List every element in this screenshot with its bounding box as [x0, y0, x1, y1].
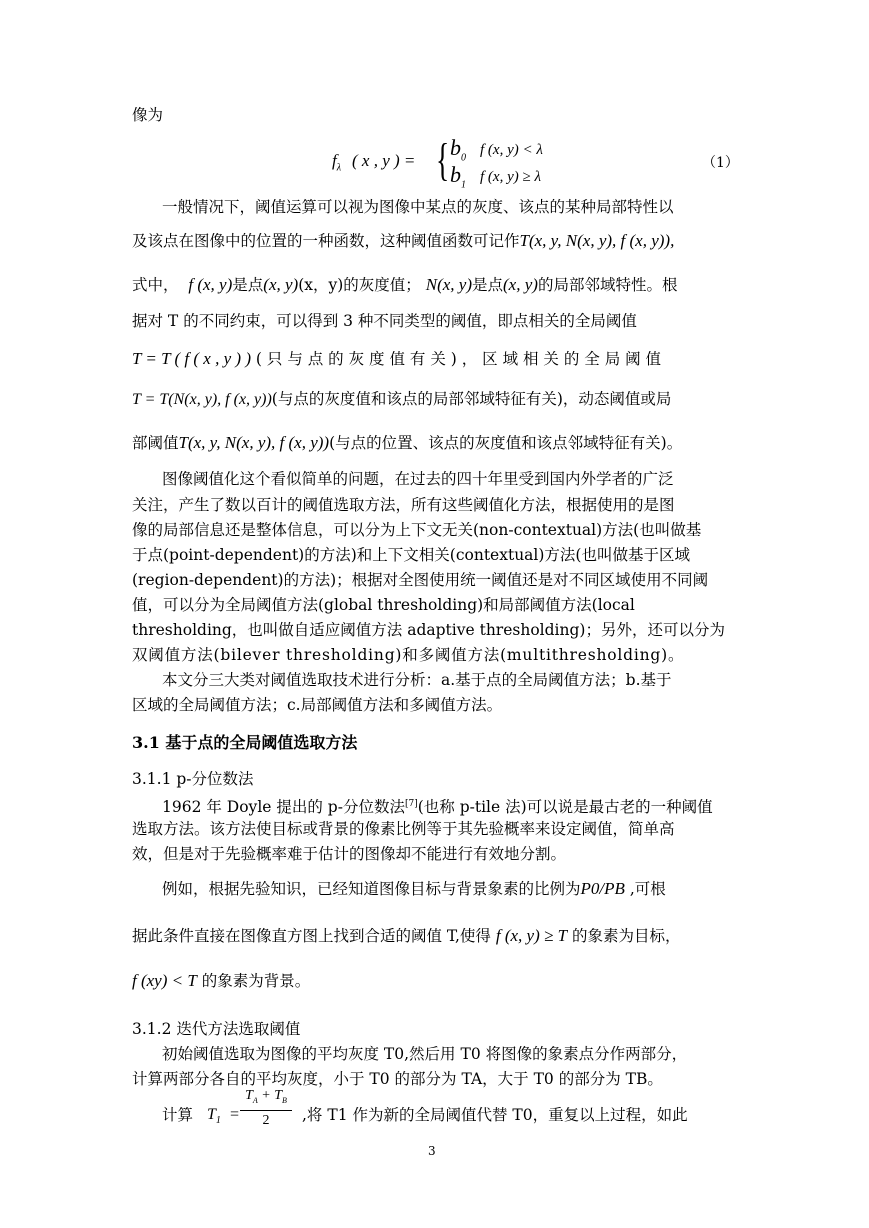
- fraction-numerator: $T_A + T_B$: [240, 1088, 292, 1111]
- text-line: 计算: [162, 1106, 194, 1124]
- text-line: 本文分三大类对阈值选取技术进行分析：a.基于点的全局阈值方法；b.基于: [162, 671, 672, 689]
- text-line: ,将 T1 作为新的全局阈值代替 T0，重复以上过程，如此: [302, 1106, 688, 1124]
- text-line: 例如，根据先验知识，已经知道图像目标与背景象素的比例为P0/PB ,可根: [162, 879, 666, 898]
- text-line: 1962 年 Doyle 提出的 p-分位数法[7](也称 p-tile 法)可以说是最古老的一种阈值: [162, 798, 713, 816]
- text-line: T = T ( f ( x , y ) ) ( 只 与 点 的 灰 度 值 有 关 ) ， 区 域 相 关 的 全 局 阈 值: [132, 349, 662, 368]
- text-line: T = T(N(x, y), f (x, y))(与点的灰度值和该点的局部邻域特征有关)，动态阈值或局: [132, 390, 672, 408]
- text-line: 式中， f (x, y)是点(x, y)(x，y)的灰度值； N(x, y)是点(x, y)的局部邻域特性。根: [132, 275, 678, 294]
- equation-number: （1）: [702, 155, 739, 171]
- fraction-denominator: 2: [262, 1112, 270, 1128]
- text-line: 值，可以分为全局阈值方法(global thresholding)和局部阈值方法(local: [132, 596, 635, 614]
- text-line: (region-dependent)的方法)；根据对全图使用统一阈值还是对不同区域使用不同阈: [132, 571, 709, 589]
- text-line: 效，但是对于先验概率难于估计的图像却不能进行有效地分割。: [132, 845, 567, 863]
- text-line: 像的局部信息还是整体信息，可以分为上下文无关(non-contextual)方法(也叫做基: [132, 521, 702, 539]
- eq-lhs: $f_\lambda$: [332, 151, 342, 174]
- text-line: 关注，产生了数以百计的阈值选取方法，所有这些阈值化方法，根据使用的是图: [132, 496, 675, 514]
- text-line: 一般情况下，阈值运算可以视为图像中某点的灰度、该点的某种局部特性以: [162, 198, 674, 216]
- math-equals: =: [229, 1106, 240, 1123]
- eq-b1: $b_1$: [450, 162, 466, 191]
- text-line: 区域的全局阈值方法；c.局部阈值方法和多阈值方法。: [132, 696, 503, 714]
- text-line: 据此条件直接在图像直方图上找到合适的阈值 T,使得 f (x, y) ≥ T 的象素为目标，: [132, 926, 681, 945]
- citation[interactable]: [7]: [404, 799, 418, 809]
- section-heading: 3.1 基于点的全局阈值选取方法: [132, 733, 358, 752]
- text-line: thresholding，也叫做自适应阈值方法 adaptive thresholding)；另外，还可以分为: [132, 621, 725, 639]
- text-line: 及该点在图像中的位置的一种函数，这种阈值函数可记作T(x, y, N(x, y), f (x, y)),: [132, 231, 675, 250]
- text-line: 部阈值T(x, y, N(x, y), f (x, y))(与点的位置、该点的灰度值和该点邻域特征有关)。: [132, 433, 683, 452]
- text-line: 选取方法。该方法使目标或背景的像素比例等于其先验概率来设定阈值，简单高: [132, 820, 675, 838]
- text-line: f (xy) < T 的象素为背景。: [132, 971, 311, 990]
- subsection-heading: 3.1.1 p-分位数法: [132, 770, 254, 788]
- eq-cond1: f (x, y) ≥ λ: [480, 169, 541, 185]
- fraction: [240, 1088, 292, 1131]
- eq-args: ( x , y ) =: [352, 151, 416, 170]
- text-line: 双阈值方法(bilever thresholding)和多阈值方法(multithresholding)。: [132, 646, 685, 664]
- eq-b0: $b_0$: [450, 135, 466, 164]
- text-line: 图像阈值化这个看似简单的问题，在过去的四十年里受到国内外学者的广泛: [162, 470, 674, 488]
- math-T1: $T_1$: [207, 1106, 221, 1127]
- text-line: 初始阈值选取为图像的平均灰度 T0,然后用 T0 将图像的象素点分作两部分，: [162, 1045, 688, 1063]
- page-number: 3: [428, 1144, 436, 1158]
- text-line: 据对 T 的不同约束，可以得到 3 种不同类型的阈值，即点相关的全局阈值: [132, 312, 637, 330]
- text-line: 于点(point-dependent)的方法)和上下文相关(contextual)方法(也叫做基于区域: [132, 546, 690, 564]
- eq-cond0: f (x, y) < λ: [480, 142, 543, 158]
- brace: {: [436, 134, 450, 185]
- subsection-heading: 3.1.2 迭代方法选取阈值: [132, 1020, 301, 1038]
- text-line: 像为: [132, 106, 164, 124]
- text-line: 计算两部分各自的平均灰度，小于 T0 的部分为 TA，大于 T0 的部分为 TB。: [132, 1070, 663, 1088]
